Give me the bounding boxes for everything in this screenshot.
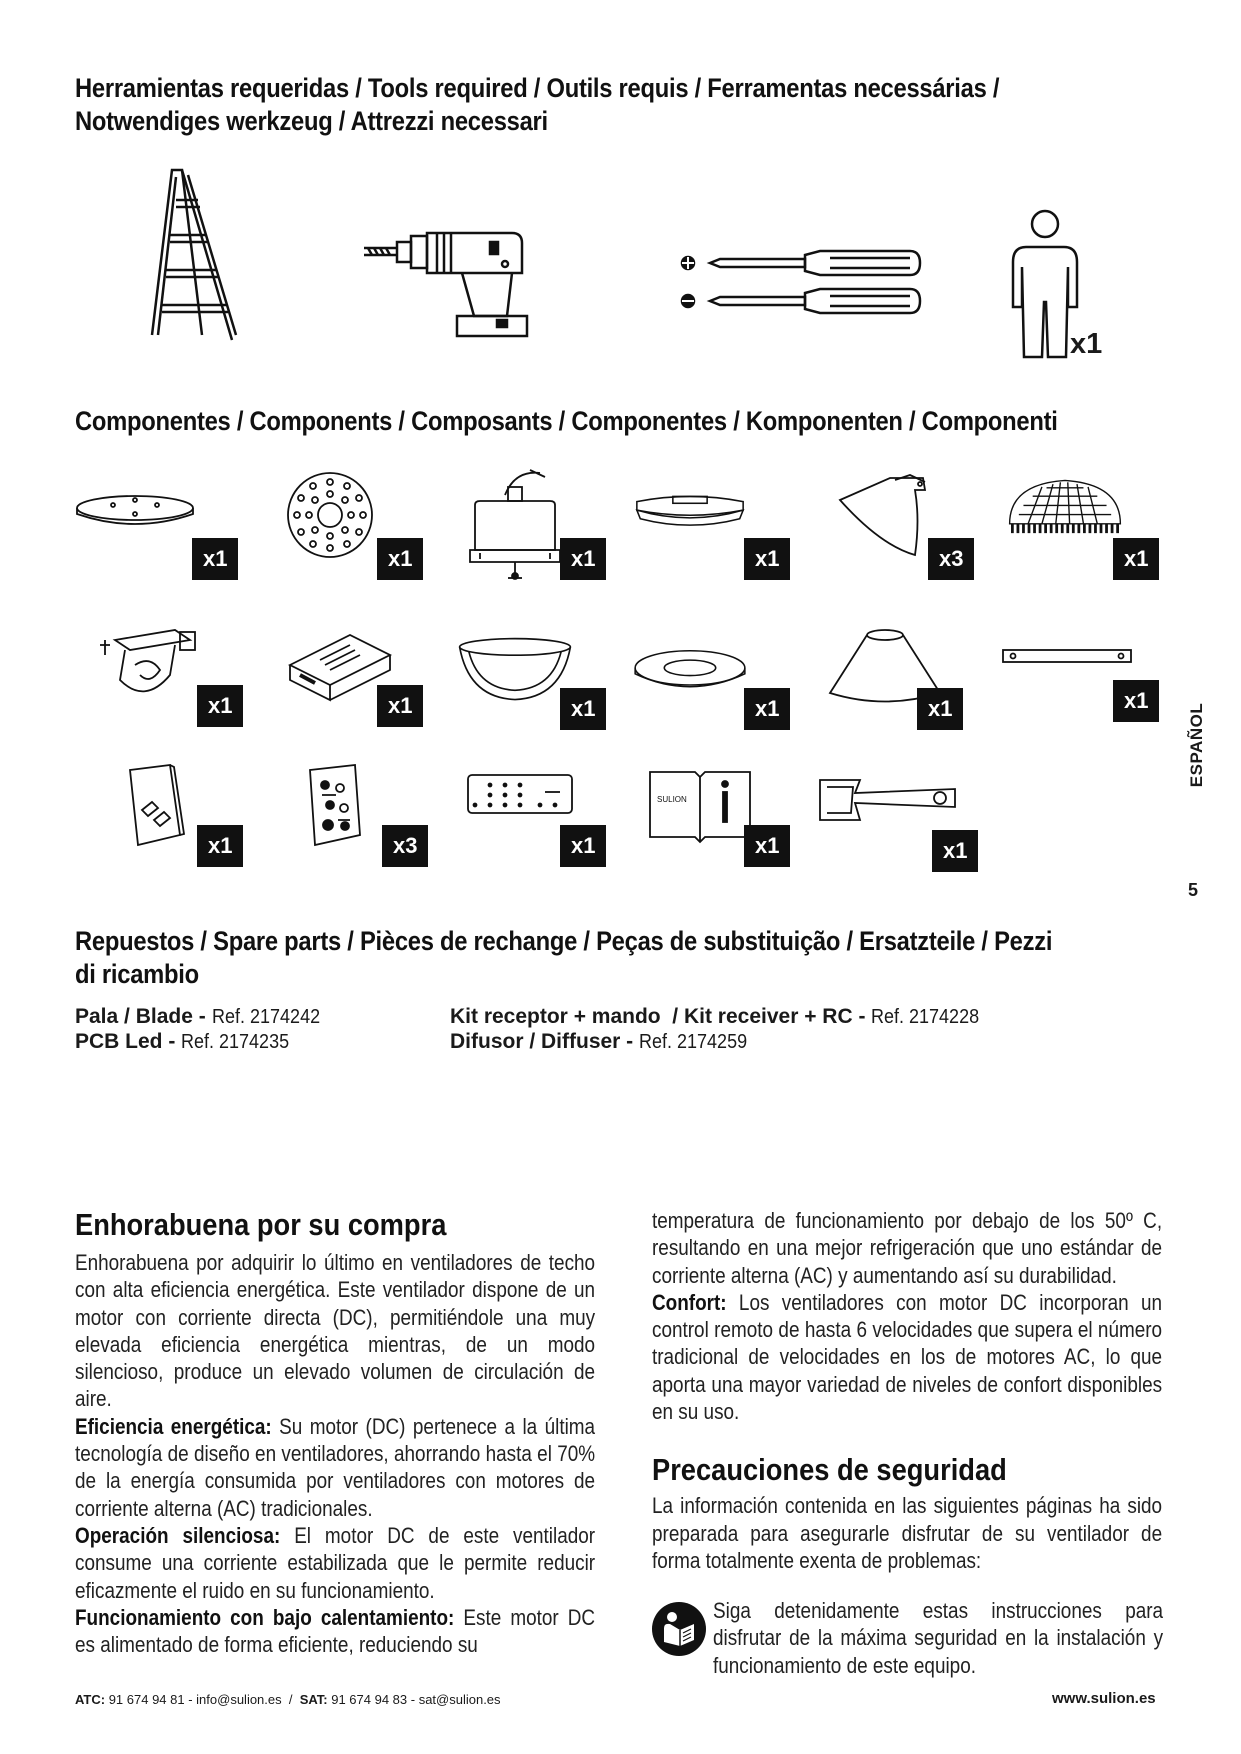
comfort-paragraph: Confort: Los ventiladores con motor DC incorporan un control remoto de hasta 6 velocidades que supera el número tradicional de velocidades en los de motores AC, lo que aporta una mayor variedad de niveles de confort disponibles en su uso. — [652, 1289, 1163, 1425]
top-cover-icon — [630, 478, 750, 568]
qty-badge: x1 — [1113, 680, 1159, 722]
spare-item: PCB Led - Ref. 2174235 — [75, 1030, 290, 1053]
silent-paragraph: Operación silenciosa: El motor DC de este ventilador consume una corriente estabilizada que le permite reducir eficazmente el ruido en su funcionamiento. — [75, 1522, 596, 1603]
efficiency-paragraph: Eficiencia energética: Su motor (DC) pertenece a la última tecnología de diseño en ventiladores, ahorrando hasta el 70% de la energía consumida por ventiladores con motores de corriente alterna (AC) tradicionales. — [75, 1413, 596, 1521]
safety-paragraph: La información contenida en las siguientes páginas ha sido preparada para asegurarle disfrutar de su ventilador de forma totalmente exenta de problemas: — [652, 1493, 1163, 1573]
canopy-plate-icon — [75, 478, 195, 568]
glass-bowl-icon — [455, 630, 575, 710]
downrod-icon — [1000, 640, 1135, 680]
drill-icon — [362, 228, 537, 338]
safety-title: Precauciones de seguridad — [652, 1452, 1007, 1488]
blade-bracket-icon — [815, 775, 965, 830]
qty-badge: x1 — [917, 688, 963, 730]
footer-website[interactable]: www.sulion.es — [1052, 1690, 1156, 1707]
qty-badge: x1 — [560, 688, 606, 730]
intro-column — [75, 1207, 595, 1658]
qty-badge: x1 — [744, 825, 790, 867]
qty-badge: x1 — [1113, 538, 1159, 580]
manual-icon — [645, 762, 755, 852]
spare-item: Kit receptor + mando / Kit receiver + RC - Ref. 2174228 — [450, 1005, 980, 1028]
qty-badge: x3 — [928, 538, 974, 580]
svg-text:SULION: SULION — [657, 795, 687, 804]
remote-control-icon — [465, 770, 575, 820]
read-manual-icon — [650, 1600, 708, 1658]
tools-title: Herramientas requeridas / Tools required / Outils requis / Ferramentas necessárias / Notwendiges werkzeug / Attrezzi necessari — [75, 73, 1000, 136]
intro-paragraph: Enhorabuena por adquirir lo último en ventiladores de techo con alta eficiencia energética. Este ventilador dispone de un motor con corriente directa (DC), permitiéndole una muy elevada eficiencia energética mientras, de un modo silencioso, produce un elevado volumen de circulación de aire. — [75, 1250, 596, 1412]
ring-cover-icon — [630, 640, 750, 730]
qty-badge: x1 — [377, 538, 423, 580]
temperature-paragraph: temperatura de funcionamiento por debajo de los 50º C, resultando en una mejor refrigeración que uno estándar de corriente alterna (AC) y aumentando así su durabilidad. — [652, 1208, 1163, 1288]
qty-badge: x1 — [744, 688, 790, 730]
ladder-icon — [140, 165, 240, 345]
screwdrivers-icon — [680, 245, 925, 320]
qty-badge: x1 — [932, 830, 978, 872]
qty-badge: x3 — [382, 825, 428, 867]
language-tab: ESPAÑOL — [1187, 702, 1206, 788]
spare-item: Pala / Blade - Ref. 2174242 — [75, 1005, 320, 1028]
qty-badge: x1 — [560, 825, 606, 867]
qty-badge: x1 — [744, 538, 790, 580]
notice-text: Siga detenidamente estas instrucciones para disfrutar de la máxima seguridad en la instalación y funcionamiento de este equipo. — [713, 1598, 1164, 1678]
notice-box — [713, 1597, 1163, 1679]
spare-item: Difusor / Diffuser - Ref. 2174259 — [450, 1030, 748, 1053]
components-title: Componentes / Components / Composants / Componentes / Komponenten / Componenti — [75, 406, 1058, 436]
low-heat-paragraph: Funcionamiento con bajo calentamiento: Este motor DC es alimentado de forma eficiente, reduciendo su — [75, 1604, 596, 1658]
page-number: 5 — [1188, 880, 1199, 900]
spare-title: Repuestos / Spare parts / Pièces de rechange / Peças de substituição / Ersatzteile / Pezzi di ricambio — [75, 926, 1053, 989]
qty-badge: x1 — [197, 685, 243, 727]
intro-title: Enhorabuena por su compra — [75, 1207, 447, 1242]
right-column — [652, 1207, 1162, 1574]
qty-badge: x1 — [560, 538, 606, 580]
diffuser-grille-icon — [1005, 470, 1125, 550]
qty-badge: x1 — [192, 538, 238, 580]
qty-badge: x1 — [377, 685, 423, 727]
qty-badge: x1 — [197, 825, 243, 867]
footer-contact: ATC: 91 674 94 81 - info@sulion.es / SAT: 91 674 94 83 - sat@sulion.es — [75, 1692, 501, 1707]
person-qty: x1 — [1070, 328, 1103, 360]
